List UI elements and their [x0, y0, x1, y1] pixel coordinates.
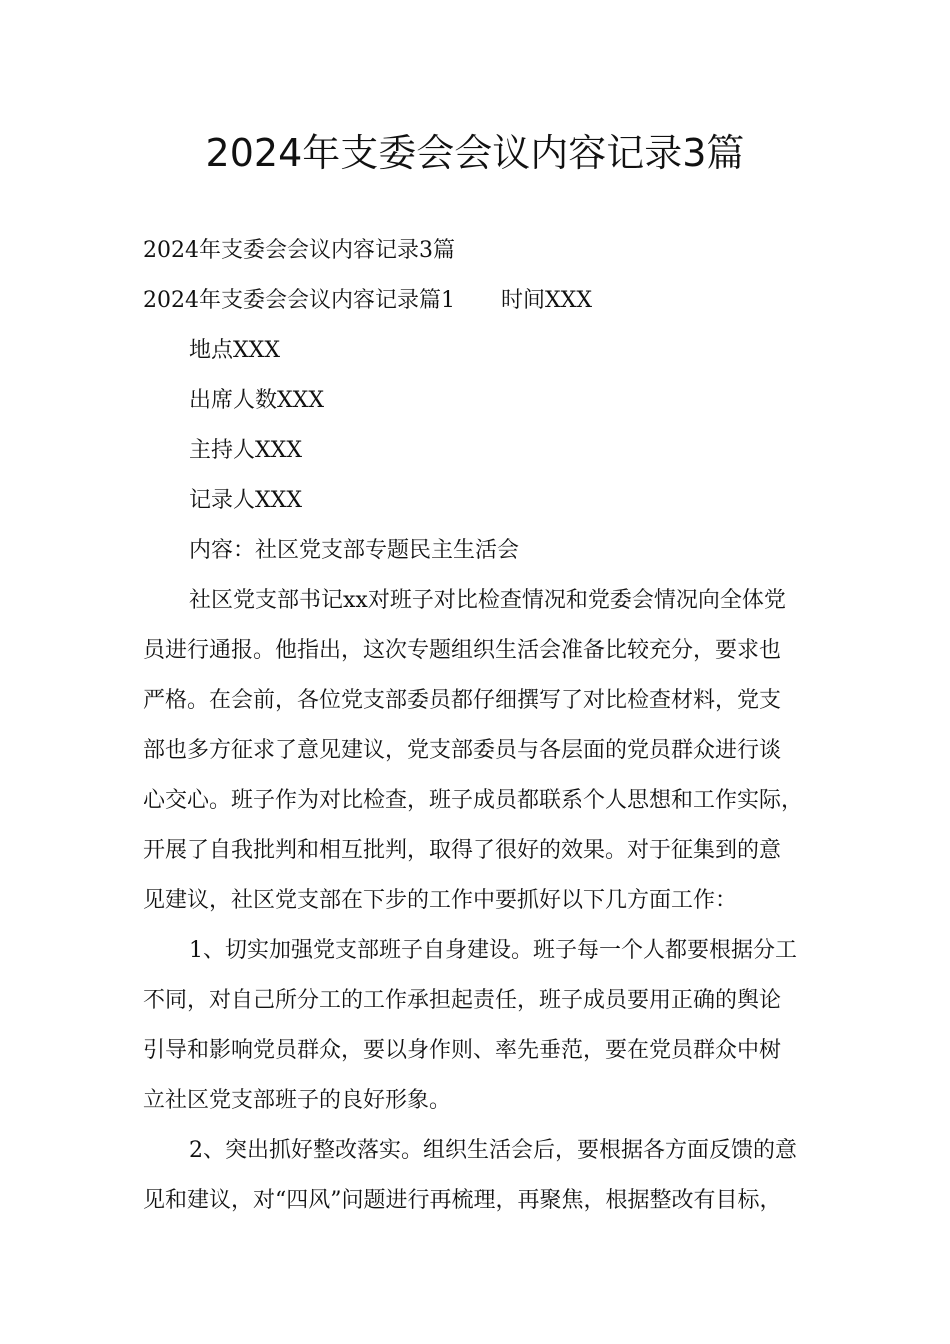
- meeting-host: 主持人XXX: [189, 438, 302, 463]
- body-line: 2、突出抓好整改落实。组织生活会后，要根据各方面反馈的意: [189, 1138, 797, 1163]
- body-line: 引导和影响党员群众，要以身作则、率先垂范，要在党员群众中树: [143, 1038, 782, 1063]
- body-line: 严格。在会前，各位党支部委员都仔细撰写了对比检查材料，党支: [143, 688, 782, 713]
- body-line: 员进行通报。他指出，这次专题组织生活会准备比较充分，要求也: [143, 638, 782, 663]
- document-subtitle: 2024年支委会会议内容记录3篇: [143, 238, 455, 263]
- body-line: 见和建议，对“四风”问题进行再梳理，再聚焦，根据整改有目标，: [143, 1188, 782, 1213]
- section-heading: 2024年支委会会议内容记录篇1: [143, 288, 455, 313]
- body-line: 社区党支部书记xx对班子对比检查情况和党委会情况向全体党: [189, 588, 786, 613]
- body-line: 不同，对自己所分工的工作承担起责任，班子成员要用正确的舆论: [143, 988, 782, 1013]
- body-line: 部也多方征求了意见建议，党支部委员与各层面的党员群众进行谈: [143, 738, 782, 763]
- meeting-time: 时间XXX: [501, 288, 592, 313]
- body-line: 开展了自我批判和相互批判，取得了很好的效果。对于征集到的意: [143, 838, 782, 863]
- body-line: 心交心。班子作为对比检查，班子成员都联系个人思想和工作实际，: [143, 788, 804, 813]
- meeting-place: 地点XXX: [189, 338, 280, 363]
- meeting-recorder: 记录人XXX: [189, 488, 302, 513]
- body-line: 立社区党支部班子的良好形象。: [143, 1088, 452, 1113]
- body-line: 1、切实加强党支部班子自身建设。班子每一个人都要根据分工: [189, 938, 797, 963]
- meeting-attendance: 出席人数XXX: [189, 388, 324, 413]
- section-heading-line: [143, 286, 592, 316]
- document-title: 2024年支委会会议内容记录3篇: [205, 131, 745, 175]
- body-line: 见建议，社区党支部在下步的工作中要抓好以下几方面工作：: [143, 888, 738, 913]
- meeting-content: 内容：社区党支部专题民主生活会: [189, 538, 520, 563]
